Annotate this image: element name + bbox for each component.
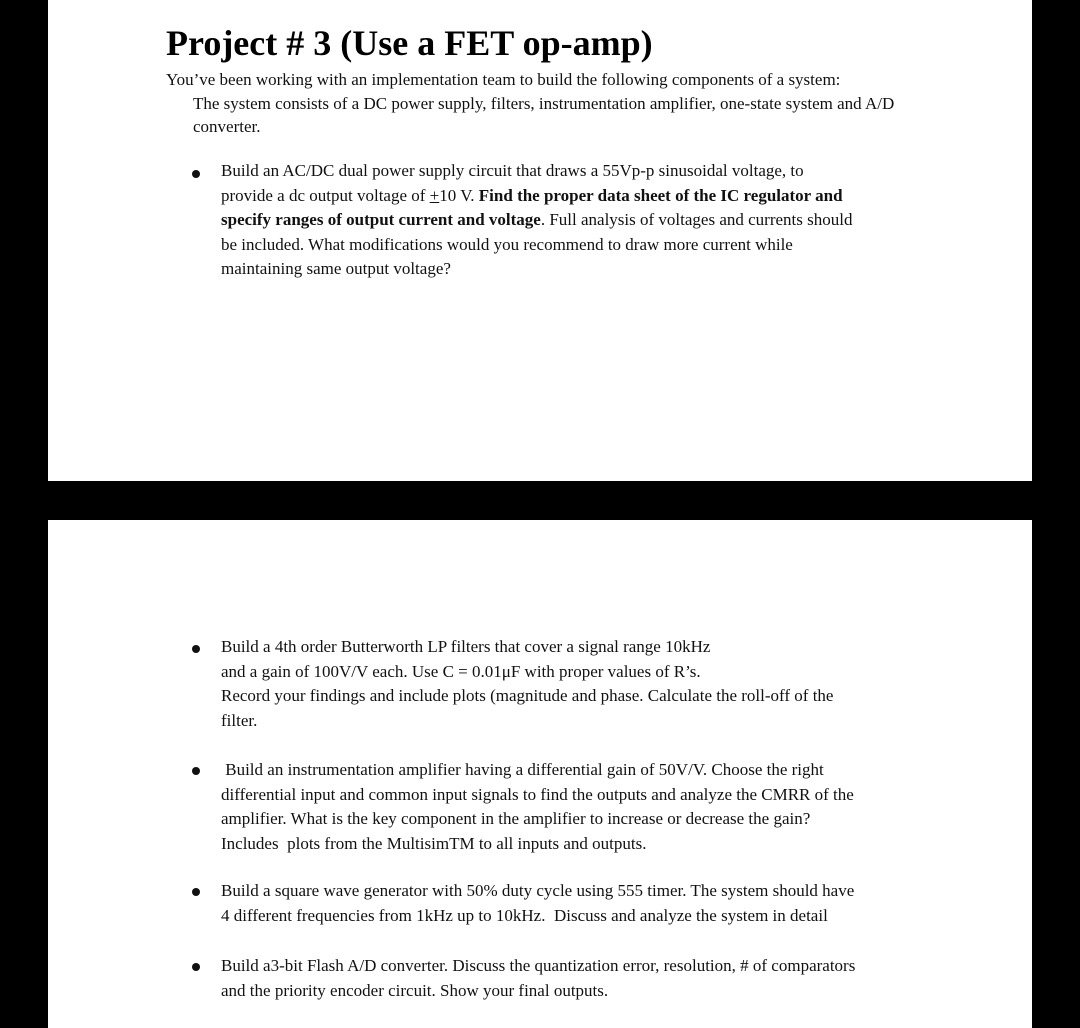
bullet-icon [192,888,200,896]
task-line: Record your findings and include plots (magnitude and phase. Calculate the roll-off of the [221,686,834,705]
task-line: filter. [221,710,258,730]
task-filter [221,635,833,733]
task-emphasis: specify ranges of output current and voltage [221,210,541,229]
task-flash-adc [221,954,855,1003]
bullet-icon [192,645,200,653]
task-emphasis: Find the proper data sheet of the IC regulator and [478,185,843,205]
task-text: 10 V. [439,185,479,205]
intro-first-line: You’ve been working with an implementation team to build the following components of a system: [166,70,841,89]
task-line: amplifier. What is the key component in the amplifier to increase or decrease the gain? [221,809,811,828]
task-power-supply [221,159,852,282]
task-text: . Full analysis of voltages and currents should [540,210,853,229]
task-line: and a gain of 100V/V each. Use C = 0.01μF with proper values of R’s. [221,661,701,681]
task-line [221,184,852,209]
bullet-icon [192,170,200,178]
task-line: Build a 4th order Butterworth LP filters that cover a signal range 10kHz [221,637,711,656]
plus-minus-symbol: + [429,185,440,205]
page-title: Project # 3 (Use a FET op-amp) [166,23,653,63]
task-line: differential input and common input signals to find the outputs and analyze the CMRR of the [221,784,854,804]
document-page-bottom [48,520,1032,1028]
task-line: Build a square wave generator with 50% duty cycle using 555 timer. The system should have [221,881,855,900]
task-line: 4 different frequencies from 1kHz up to 10kHz. Discuss and analyze the system in detail [221,905,828,925]
task-text: provide a dc output voltage of [221,185,430,205]
task-line: be included. What modifications would you recommend to draw more current while [221,234,793,254]
bullet-icon [192,963,200,971]
task-line: Build an instrumentation amplifier having a differential gain of 50V/V. Choose the right [221,760,824,779]
task-line [221,208,852,233]
task-line: and the priority encoder circuit. Show your final outputs. [221,980,609,1000]
document-page-top [48,0,1032,481]
task-instrumentation-amplifier [221,758,854,856]
bullet-icon [192,767,200,775]
task-line: maintaining same output voltage? [221,259,451,278]
task-line: Build an AC/DC dual power supply circuit that draws a 55Vp-p sinusoidal voltage, to [221,161,804,180]
task-line: Includes plots from the MultisimTM to all inputs and outputs. [221,833,647,853]
task-line: Build a3-bit Flash A/D converter. Discuss the quantization error, resolution, # of comparators [221,956,856,975]
intro-paragraph: The system consists of a DC power supply, filters, instrumentation amplifier, one-state system and A/D converter. [193,94,895,136]
task-square-wave-generator [221,879,854,928]
